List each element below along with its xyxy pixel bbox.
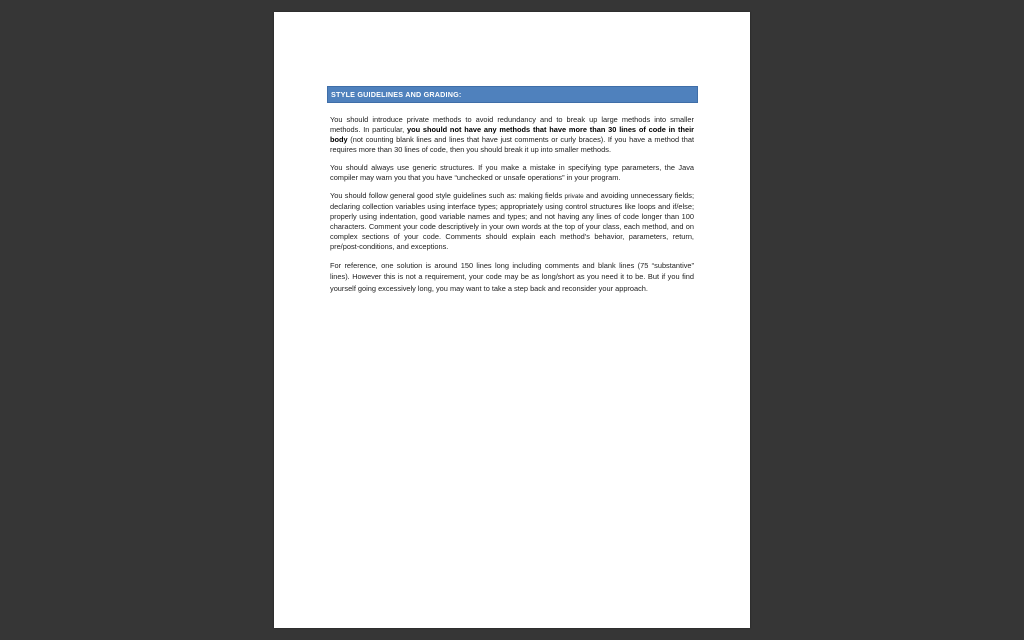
paragraph-style-text-end: and avoiding unnecessary fields; declaring collection variables using interface types; appropriately using control structures like loops and if/else; properly using indentation, good variable names and types; and not having any lines of code longer than 100 characters. Comment your code descriptively in your own words at the top of your class, each method, and on complex sections of your code. Comments should explain each method's behavior, parameters, return, pre/post-conditions, and exceptions. xyxy=(330,190,694,252)
paragraph-style-code-word: private xyxy=(564,192,584,200)
body-text xyxy=(330,115,694,302)
paragraph-style xyxy=(330,191,694,253)
paragraph-generics: You should always use generic structures. If you make a mistake in specifying type parameters, the Java compiler may warn you that you have “unchecked or unsafe operations” in your program. xyxy=(330,162,694,182)
paragraph-reference: For reference, one solution is around 150 lines long including comments and blank lines (75 “substantive” lines). However this is not a requirement, your code may be as long/short as you need it to be. But if you find yourself going excessively long, you may want to take a step back and reconsider your approach. xyxy=(330,260,694,293)
paragraph-methods-emphasis: you should not have any methods that have more than 30 lines of code in their body xyxy=(330,125,695,145)
paragraph-methods xyxy=(330,115,694,155)
paragraph-methods-text-end: (not counting blank lines and lines that have just comments or curly braces). If you have a method that requires more than 30 lines of code, then you should break it up into smaller methods. xyxy=(330,135,694,155)
section-header: STYLE GUIDELINES AND GRADING: xyxy=(327,86,698,103)
paragraph-methods-text: You should introduce private methods to avoid redundancy and to break up large methods into smaller methods. In particular, xyxy=(330,115,694,135)
document-page xyxy=(274,12,750,628)
paragraph-style-text: You should follow general good style guidelines such as: making fields xyxy=(330,190,565,200)
